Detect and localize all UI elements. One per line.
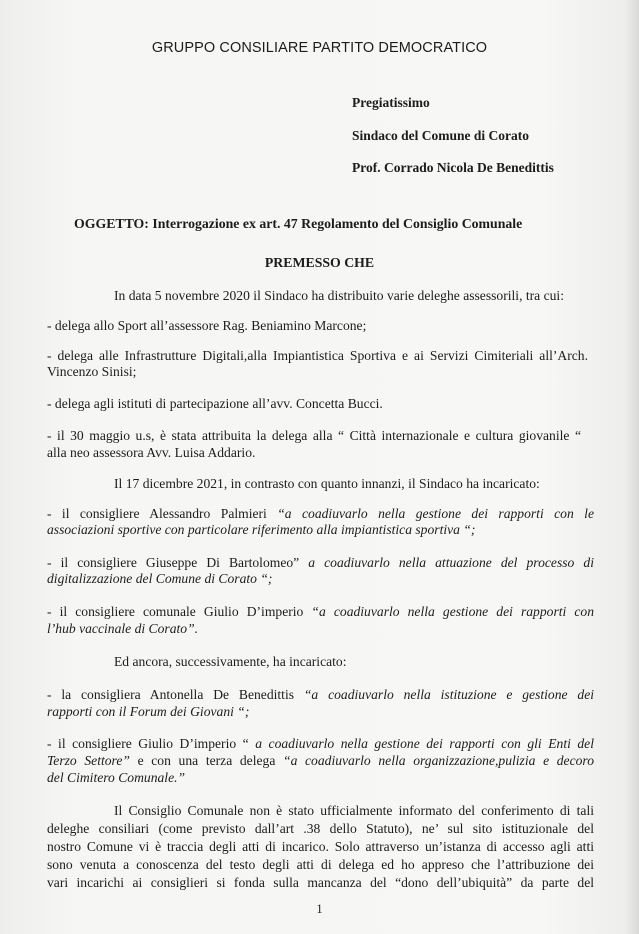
paragraph-1: In data 5 novembre 2020 il Sindaco ha distribuito varie deleghe assessorili, tra cui: [114,288,564,303]
incarico-terzo-settore-line-1: - il consigliere Giulio D’imperio “ a coadiuvarlo nella gestione dei rapporti con gli Enti del [47,736,594,751]
document-header: GRUPPO CONSILIARE PARTITO DEMOCRATICO [151,40,488,56]
incarico-dibartolomeo-line-2: digitalizzazione del Comune di Corato “; [47,571,273,586]
paragraph-4-line-5: vari incarichi ai consiglieri si fonda sulla mancanza del “dono dell’ubiquità” da parte del [47,875,594,890]
incarico-debenedittis-line-2: rapporti con il Forum dei Giovani “; [47,704,250,719]
paragraph-4-line-2: deleghe consiliari (come previsto dall’art .38 dello Statuto), ne’ sul sito istituzionale del [47,821,594,836]
incarico-dimperio-line-2: l’hub vaccinale di Corato”. [47,621,199,636]
bullet-citta-line-2: alla neo assessora Avv. Luisa Addario. [47,445,256,460]
bullet-citta-line-1: - il 30 maggio u.s, è stata attribuita la delega alla “ Città internazionale e cultura giovanile “ [47,428,581,443]
incarico-dimperio-line-1: - il consigliere comunale Giulio D’imperio “a coadiuvarlo nella gestione dei rapporti con [47,604,594,619]
paragraph-4-line-4: sono venuta a conoscenza del testo degli atti di delega ed ho appreso che l’attribuzione dei [47,857,594,872]
incarico-palmieri-line-2: associazioni sportive con particolare riferimento alla impiantistica sportiva “; [47,522,476,537]
addressee-line-1: Pregiatissimo [352,95,430,110]
subject-line: OGGETTO: Interrogazione ex art. 47 Regolamento del Consiglio Comunale [74,216,523,231]
paragraph-4-line-1: Il Consiglio Comunale non è stato ufficialmente informato del conferimento di tali [114,803,594,818]
section-title: PREMESSO CHE [264,255,375,270]
bullet-infrastrutture-line-1: - delega alle Infrastrutture Digitali,alla Impiantistica Sportiva e ai Servizi Cimiteriali all’Arch. [47,348,588,363]
bullet-partecipazione: - delega agli istituti di partecipazione all’avv. Concetta Bucci. [47,396,383,411]
paragraph-3: Ed ancora, successivamente, ha incaricato: [114,654,347,669]
page-edge-shadow [625,0,639,934]
incarico-debenedittis-line-1: - la consigliera Antonella De Benedittis “a coadiuvarlo nella istituzione e gestione dei [47,687,594,702]
addressee-line-2: Sindaco del Comune di Corato [352,128,530,143]
incarico-palmieri-line-1: - il consigliere Alessandro Palmieri “a coadiuvarlo nella gestione dei rapporti con le [47,506,594,521]
bullet-infrastrutture-line-2: Vincenzo Sinisi; [47,364,137,379]
incarico-dibartolomeo-line-1: - il consigliere Giuseppe Di Bartolomeo” a coadiuvarlo nella attuazione del processo di [47,555,594,570]
addressee-line-3: Prof. Corrado Nicola De Benedittis [352,160,554,175]
incarico-terzo-settore-line-2: Terzo Settore” e con una terza delega “a coadiuvarlo nella organizzazione,pulizia e decoro [47,753,595,768]
incarico-terzo-settore-line-3: del Cimitero Comunale.” [47,770,186,785]
bullet-sport: - delega allo Sport all’assessore Rag. Beniamino Marcone; [47,318,367,333]
paragraph-2: Il 17 dicembre 2021, in contrasto con quanto innanzi, il Sindaco ha incaricato: [114,476,540,491]
page-number: 1 [316,902,323,916]
paragraph-4-line-3: nostro Comune vi è traccia degli atti di incarico. Solo attraverso un’istanza di accesso agli atti [47,839,594,854]
